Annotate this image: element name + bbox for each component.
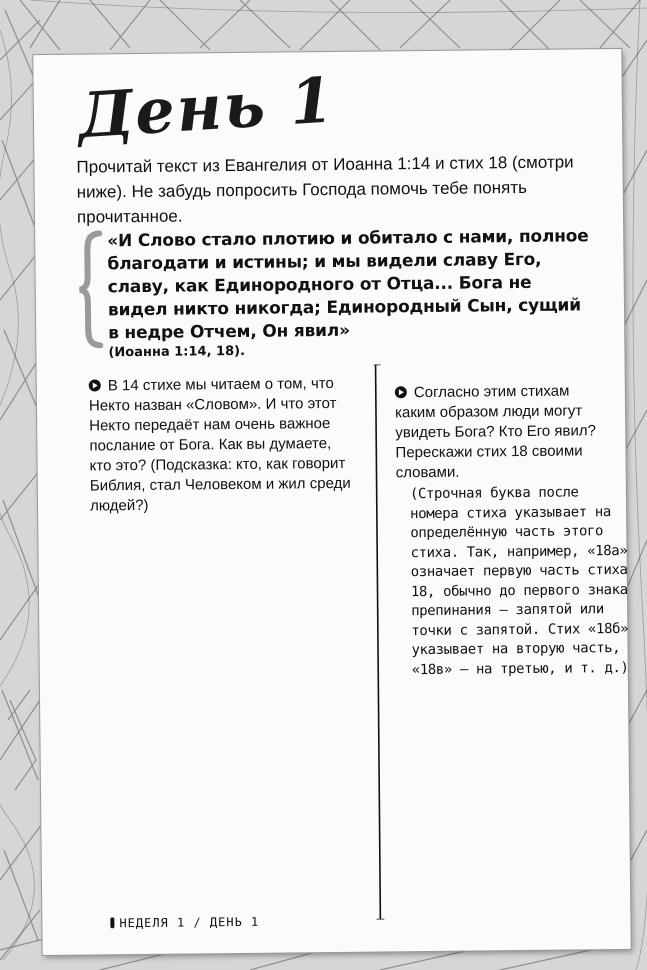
question-right (395, 381, 614, 483)
scripture-quote (77, 225, 593, 360)
page-number-mark (110, 917, 114, 928)
handwritten-note: (Строчная буква после номера стиха указывает на определённую часть этого стиха. Так, например, «18а» означает первую часть стиха 18, обычно до первого знака препинания — запятой или точки с запятой. Стих «18б» указывает на вторую часть, «18в» — на третью, и т. д.) (409, 484, 629, 678)
play-bullet-icon (395, 386, 407, 398)
question-right-text: Согласно этим стихам каким образом люди могут увидеть Бога? Кто Его явил? Перескажи стих 18 своими словами. (394, 382, 597, 482)
play-bullet-icon (89, 379, 101, 391)
question-left (89, 374, 352, 517)
page-title: День 1 (75, 63, 338, 153)
question-left-text: В 14 стихе мы читаем о том, что Некто назван «Словом». И что этот Некто передаёт нам очень важное послание от Бога. Как вы думаете, кто это? (Подсказка: кто, как говорит Библия, стал Человеком и жил среди людей?) (88, 374, 351, 515)
workbook-page (33, 49, 630, 955)
quote-text: «И Слово стало плотию и обитало с нами, полное благодати и истины; и мы видели славу Его, славу, как Единородного от Отца... Бога не видел никто никогда; Единородный Сын, сущий в недре Отчем, Он явил» (107, 226, 589, 344)
footer-label: НЕДЕЛЯ 1 / ДЕНЬ 1 (119, 914, 260, 931)
curly-brace-icon (77, 230, 104, 348)
page-footer (110, 915, 259, 931)
quote-reference: (Иоанна 1:14, 18). (108, 343, 246, 361)
column-divider (371, 364, 387, 919)
intro-text: Прочитай текст из Евангелия от Иоанна 1:14 и стих 18 (смотри ниже). Не забудь попросить Господа помочь тебе понять прочитанное. (76, 152, 574, 227)
